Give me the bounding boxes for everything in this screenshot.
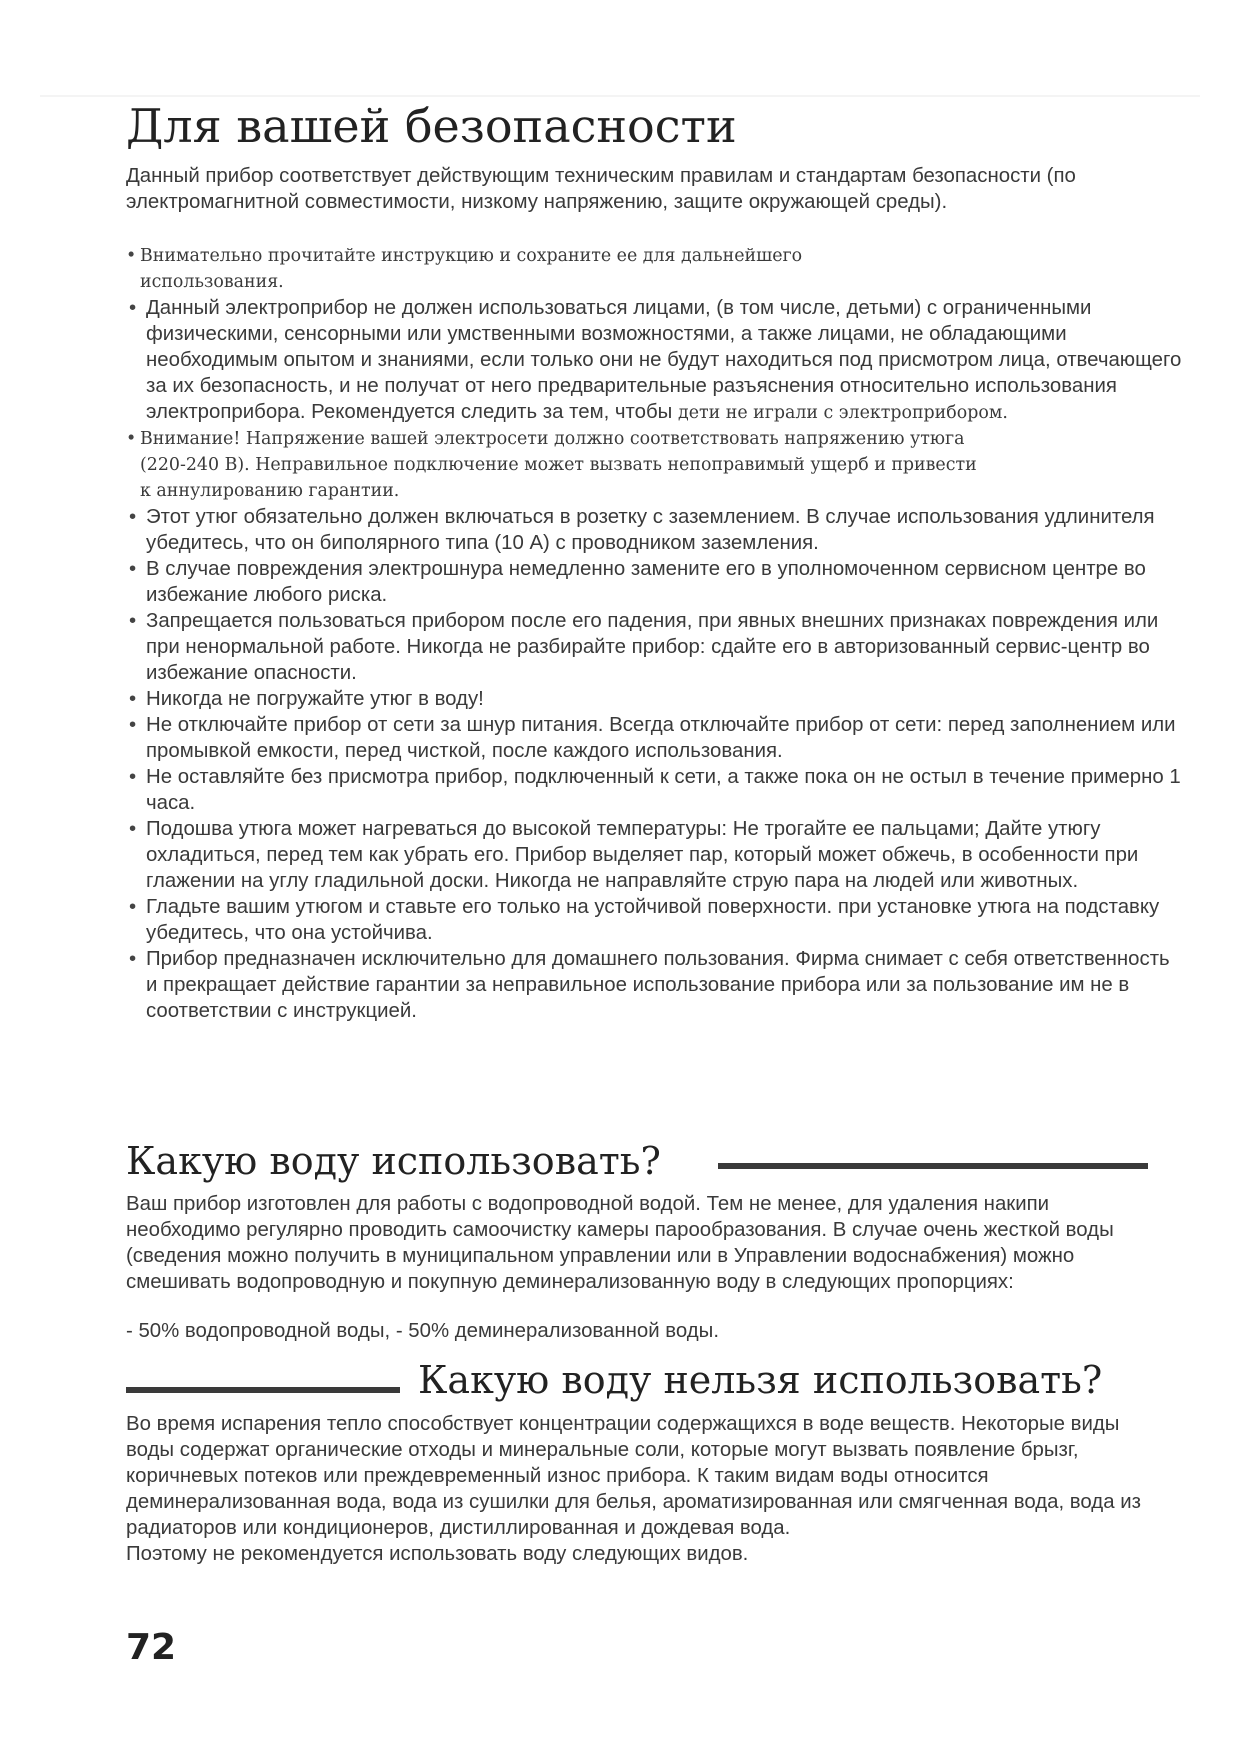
list-item: • Внимание! Напряжение вашей электросети должно соответствовать напряжению утюга (220-240 В). Неправильное подключение может вызвать непоправимый ущерб и привести к аннулированию гарантии. xyxy=(126,426,980,504)
list-item xyxy=(126,295,1186,426)
heading-rule xyxy=(718,1163,1148,1169)
list-item: • Внимательно прочитайте инструкцию и сохраните ее для дальнейшего использования. xyxy=(126,243,840,295)
list-item: • Никогда не погружайте утюг в воду! xyxy=(126,686,1186,712)
intro-paragraph: Данный прибор соответствует действующим техническим правилам и стандартам безопасности (по электромагнитной совместимости, низкому напряжению, защите окружающей среды). xyxy=(126,165,1076,213)
page-shadow xyxy=(40,95,1200,97)
list-item: • Гладьте вашим утюгом и ставьте его только на устойчивой поверхности. при установке утюга на подставку убедитесь, что она устойчива. xyxy=(126,894,1186,946)
list-item: • Не оставляйте без присмотра прибор, подключенный к сети, а также пока он не остыл в течение примерно 1 часа. xyxy=(126,764,1186,816)
safety-list xyxy=(126,243,1186,1024)
list-item-text-serif: дети не играли с электроприбором. xyxy=(678,403,1008,423)
list-item: • Запрещается пользоваться прибором после его падения, при явных внешних признаках повреждения или при ненормальной работе. Никогда не разбирайте прибор: сдайте его в авторизованный сервис-центр во избежание опасности. xyxy=(126,608,1186,686)
list-item: • Прибор предназначен исключительно для домашнего пользования. Фирма снимает с себя ответственность и прекращает действие гарантии за неправильное использование прибора или за пользование им не в соответствии с инструкцией. xyxy=(126,946,1186,1024)
nowater-section xyxy=(126,1411,1156,1567)
nowater-heading: Какую воду нельзя использовать? xyxy=(418,1358,1103,1402)
list-item: • В случае повреждения электрошнура немедленно замените его в уполномоченном сервисном центре во избежание любого риска. xyxy=(126,556,1186,608)
water-ratio: - 50% водопроводной воды, - 50% деминерализованной воды. xyxy=(126,1320,719,1342)
nowater-conclusion: Поэтому не рекомендуется использовать воду следующих видов. xyxy=(126,1543,749,1565)
water-paragraph: Ваш прибор изготовлен для работы с водопроводной водой. Тем не менее, для удаления накипи необходимо регулярно проводить самоочистку камеры парообразования. В случае очень жесткой воды (сведения можно получить в муниципальном управлении или в Управлении водоснабжения) можно смешивать водопроводную и покупную деминерализованную воду в следующих пропорциях: xyxy=(126,1193,1114,1293)
list-item: • Подошва утюга может нагреваться до высокой температуры: Не трогайте ее пальцами; Дайте утюгу охладиться, перед тем как убрать его. Прибор выделяет пар, который может обжечь, в особенности при глажении на углу гладильной доски. Никогда не направляйте струю пара на людей или животных. xyxy=(126,816,1186,894)
list-item: • Этот утюг обязательно должен включаться в розетку с заземлением. В случае использования удлинителя убедитесь, что он биполярного типа (10 А) с проводником заземления. xyxy=(126,504,1186,556)
page-number: 72 xyxy=(126,1627,177,1668)
heading-rule xyxy=(126,1387,400,1393)
list-item: • Не отключайте прибор от сети за шнур питания. Всегда отключайте прибор от сети: перед заполнением или промывкой емкости, перед чисткой, после каждого использования. xyxy=(126,712,1186,764)
nowater-paragraph: Во время испарения тепло способствует концентрации содержащихся в воде веществ. Некоторые виды воды содержат органические отходы и минеральные соли, которые могут вызвать появление брызг, коричневых потеков или преждевременный износ прибора. К таким видам воды относится деминерализованная вода, вода из сушилки для белья, ароматизированная или смягченная вода, вода из радиаторов или кондиционеров, дистиллированная и дождевая вода. xyxy=(126,1413,1141,1539)
list-item-text: Данный электроприбор не должен использоваться лицами, (в том числе, детьми) с ограниченными физическими, сенсорными или умственными возможностями, а также лицами, не обладающими необходимым опытом и знаниями, если только они не будут находиться под присмотром лица, отвечающего за их безопасность, и не получат от него предварительные разъяснения относительно использования электроприбора. Рекомендуется следить за тем, чтобы xyxy=(146,297,1182,423)
water-heading: Какую воду использовать? xyxy=(126,1139,661,1183)
page-title: Для вашей безопасности xyxy=(126,99,737,153)
